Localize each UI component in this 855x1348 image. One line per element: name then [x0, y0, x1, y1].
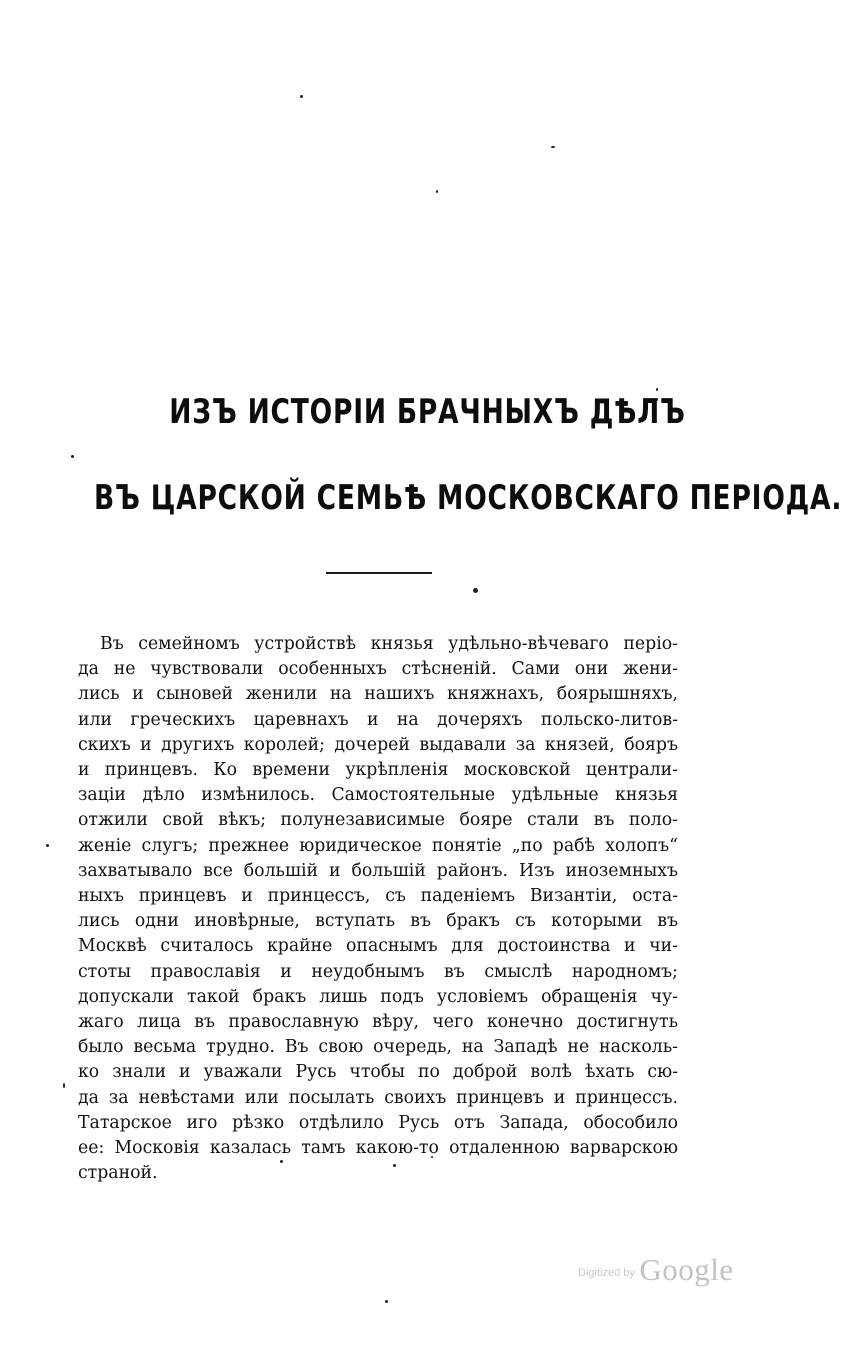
- scan-speck: [300, 95, 303, 98]
- text-line: Татарское иго рѣзко отдѣлило Русь отъ Запада, обособило: [78, 1112, 678, 1133]
- text-line: жаго лица въ православную вѣру, чего конечно достигнуть: [78, 1012, 678, 1033]
- text-line: было весьма трудно. Въ свою очередь, на Западѣ не насколь-: [78, 1037, 678, 1058]
- text-line: ее: Московія казалась тамъ какою-то отдаленною варварскою: [78, 1138, 678, 1159]
- text-line: отжили свой вѣкъ; полунезависимые бояре стали въ поло-: [78, 810, 678, 831]
- text-line: Въ семейномъ устройствѣ князья удѣльно-вѣчеваго періо-: [100, 634, 678, 654]
- text-line: лись одни иновѣрные, вступать въ бракъ съ которыми въ: [78, 911, 678, 932]
- text-line: женіе слугъ; прежнее юридическое понятіе „по рабѣ холопъ“: [78, 835, 678, 856]
- chapter-title-line-1: ИЗЪ ИСТОРІИ БРАЧНЫХЪ ДѢЛЪ: [169, 392, 686, 432]
- watermark-prefix: Digitized by: [578, 1267, 635, 1279]
- text-line: и принцевъ. Ко времени укрѣпленія московской централи-: [78, 760, 678, 781]
- scan-speck: [656, 388, 658, 391]
- digitized-watermark: [578, 1252, 734, 1288]
- text-line: ко знали и уважали Русь чтобы по доброй волѣ ѣхать сю-: [78, 1062, 678, 1083]
- text-line: ныхъ принцевъ и принцессъ, съ паденіемъ Византіи, оста-: [78, 886, 678, 907]
- scan-speck: [385, 1300, 388, 1303]
- scan-speck: [63, 1083, 65, 1088]
- text-line: скихъ и другихъ королей; дочерей выдавали за князей, бояръ: [78, 734, 678, 755]
- scan-speck: [71, 455, 74, 458]
- scan-speck: [473, 588, 478, 593]
- text-line: да не чувствовали особенныхъ стѣсненій. Сами они жени-: [78, 659, 678, 680]
- text-line: лись и сыновей женили на нашихъ княжнахъ, боярышняхъ,: [78, 684, 678, 705]
- title-divider: [326, 572, 432, 574]
- text-line: стоты православія и неудобнымъ въ смыслѣ народномъ;: [78, 961, 678, 982]
- body-paragraph: [78, 632, 678, 1186]
- text-line: да за невѣстами или посылать своихъ принцевъ и принцессъ.: [78, 1087, 678, 1108]
- text-line: захватывало все большій и большій районъ. Изъ иноземныхъ: [78, 860, 678, 881]
- scan-speck: [436, 190, 438, 193]
- scan-speck: [551, 146, 555, 148]
- text-line: допускали такой бракъ лишь подъ условіемъ обращенія чу-: [78, 986, 678, 1007]
- text-line: Москвѣ считалось крайне опаснымъ для достоинства и чи-: [78, 936, 678, 957]
- text-line: заціи дѣло измѣнилось. Самостоятельные удѣльные князья: [78, 785, 678, 806]
- google-logo: Google: [639, 1252, 734, 1287]
- text-line: или греческихъ царевнахъ и на дочеряхъ польско-литов-: [78, 709, 678, 730]
- text-line: страной.: [78, 1163, 158, 1184]
- scan-speck: [46, 844, 49, 847]
- chapter-title-line-2: ВЪ ЦАРСКОЙ СЕМЬѢ МОСКОВСКАГО ПЕРІОДА.: [94, 478, 843, 518]
